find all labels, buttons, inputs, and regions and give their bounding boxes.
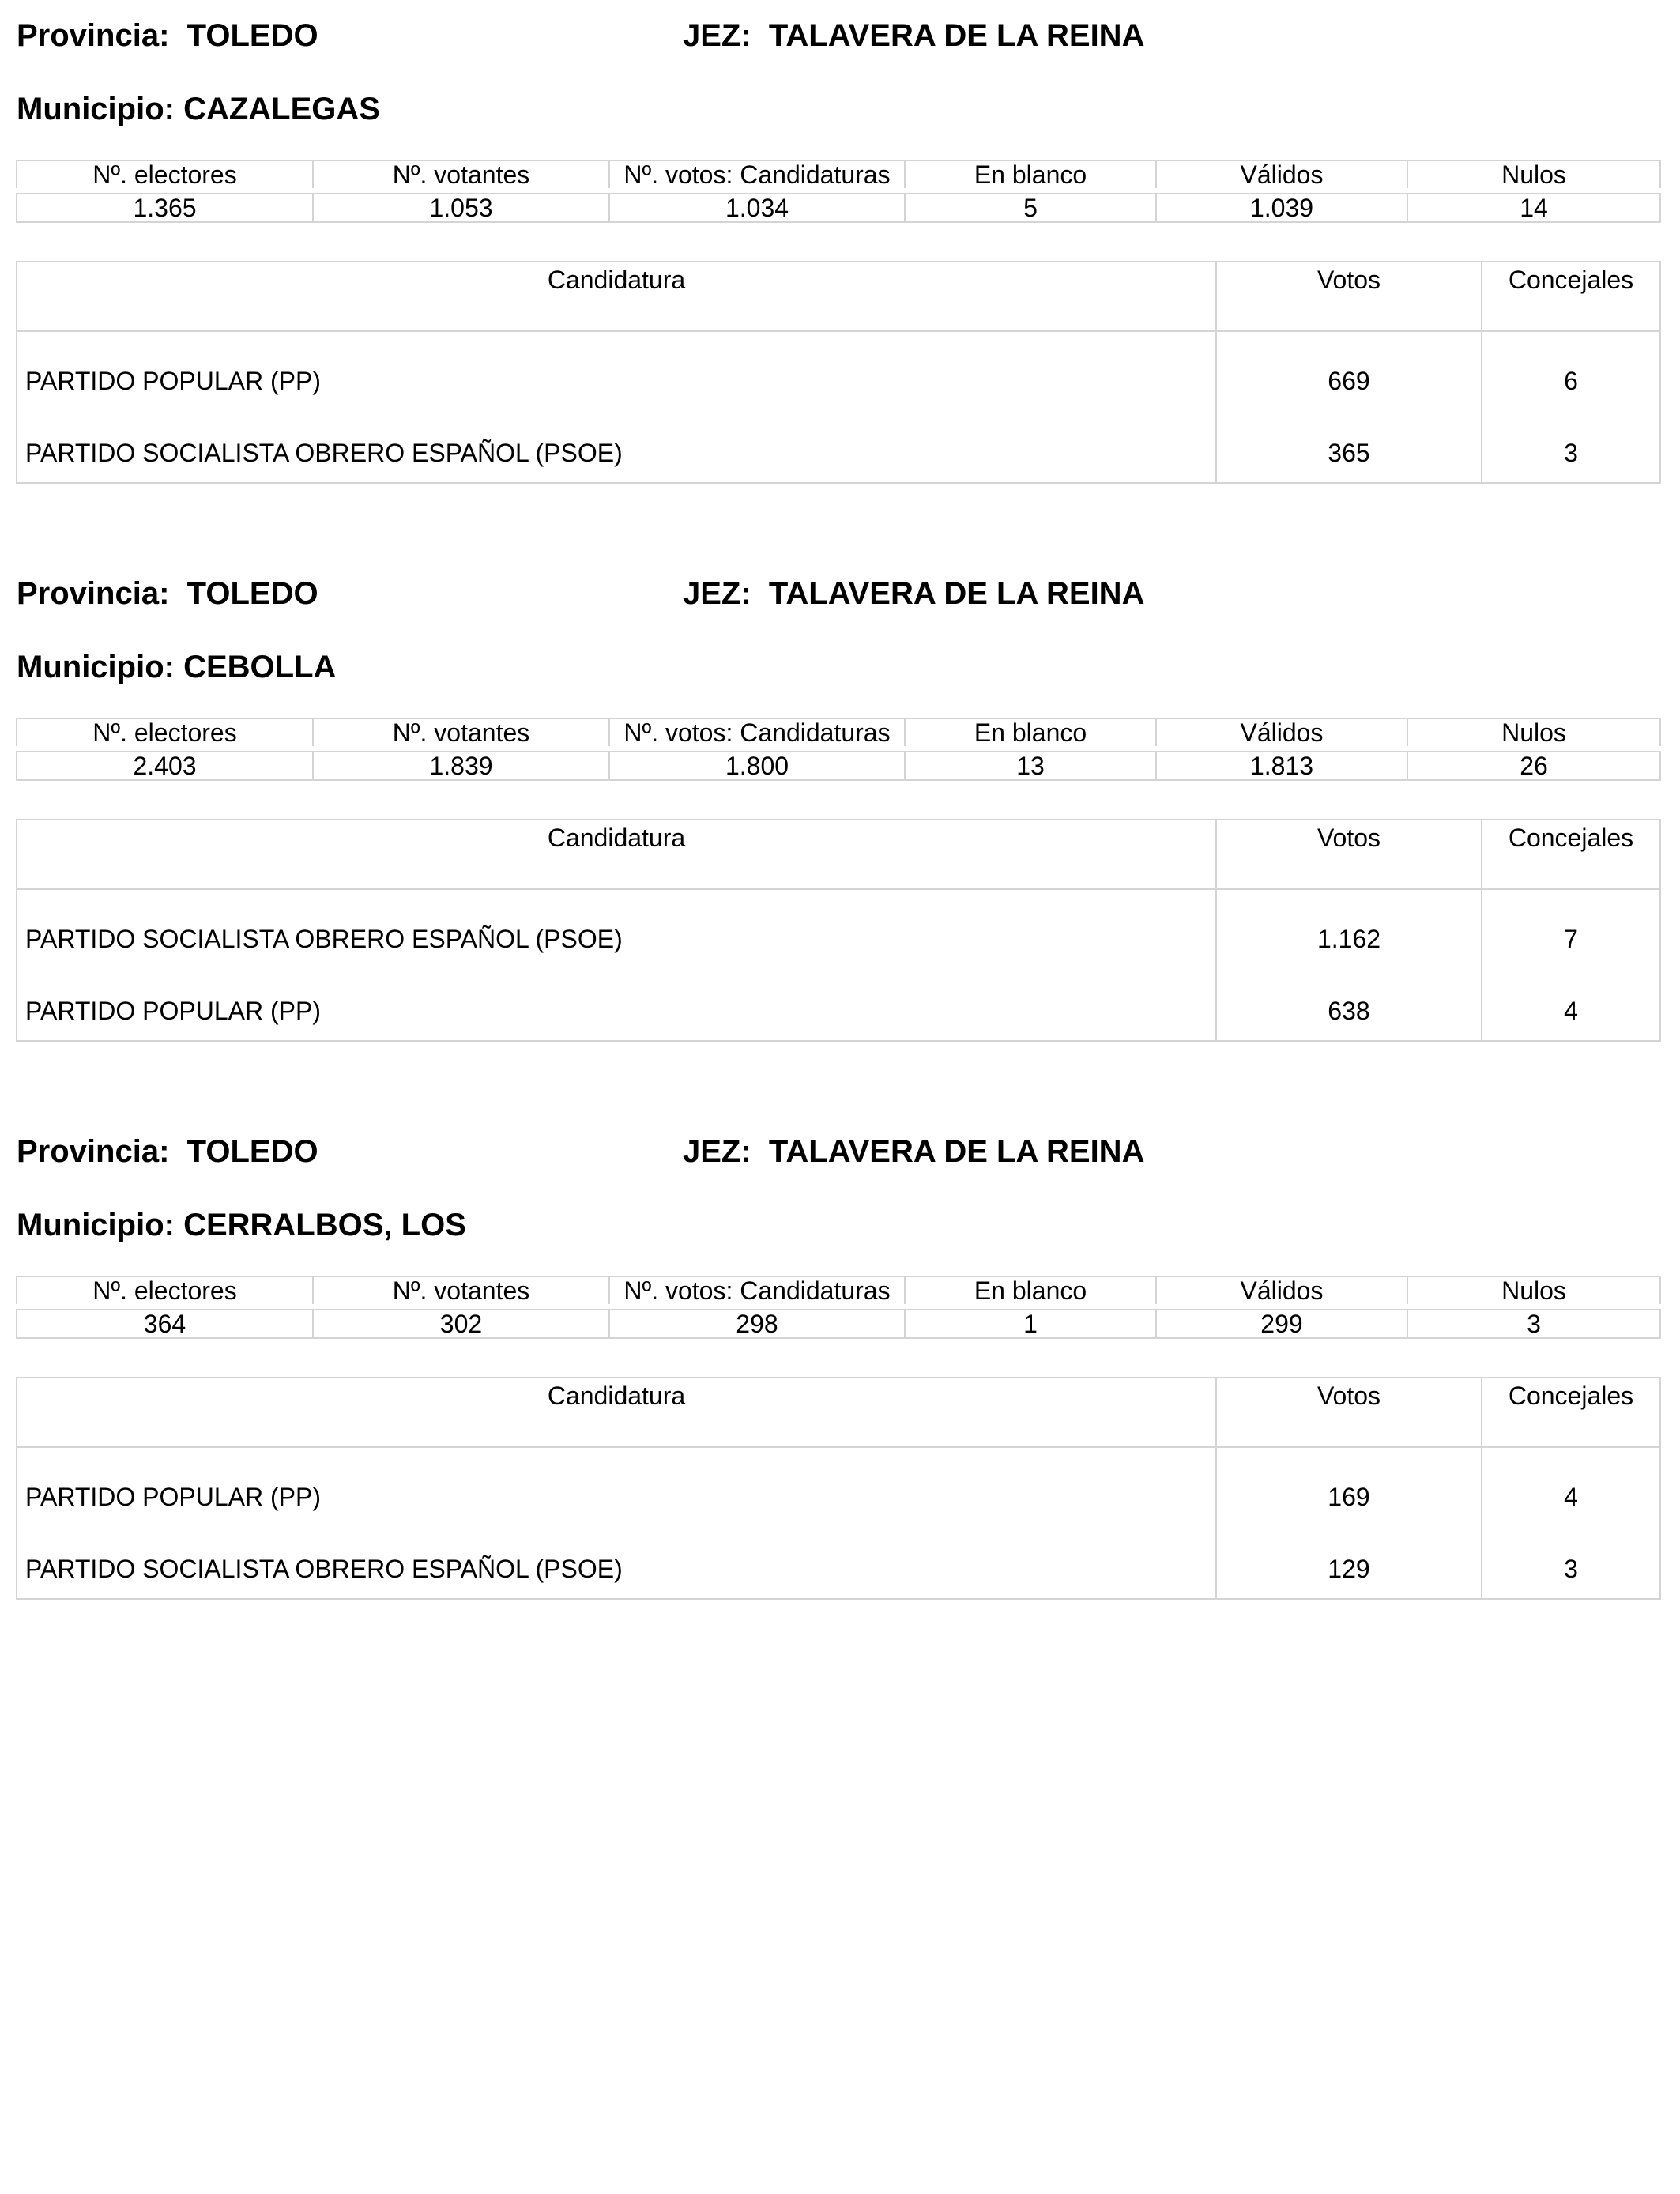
stats-header-votantes: Nº. votantes	[313, 1276, 609, 1304]
candidaturas-header-row	[17, 1378, 1660, 1447]
stats-header-row	[17, 718, 1660, 746]
stats-header-nulos: Nulos	[1407, 1276, 1660, 1304]
candidatura-concejales: 6	[1482, 331, 1660, 424]
stats-value-votantes: 302	[313, 1310, 609, 1338]
stats-value-validos: 1.813	[1156, 752, 1407, 780]
candidatura-votos: 365	[1216, 424, 1482, 483]
stats-header-votantes: Nº. votantes	[313, 160, 609, 188]
candidatura-votos: 1.162	[1216, 889, 1482, 982]
stats-header-electores: Nº. electores	[17, 1276, 313, 1304]
stats-value-validos: 1.039	[1156, 194, 1407, 222]
candidaturas-header-row	[17, 820, 1660, 889]
stats-value-electores: 364	[17, 1310, 313, 1338]
candidatura-votos: 129	[1216, 1540, 1482, 1599]
candidatura-votos: 638	[1216, 982, 1482, 1041]
header-concejales: Concejales	[1482, 262, 1660, 331]
stats-header-row	[17, 160, 1660, 188]
stats-value-en-blanco: 13	[905, 752, 1156, 780]
stats-header-en-blanco: En blanco	[905, 718, 1156, 746]
candidatura-concejales: 7	[1482, 889, 1660, 982]
stats-value-en-blanco: 5	[905, 194, 1156, 222]
stats-value-votos-candidaturas: 1.034	[609, 194, 905, 222]
jez-heading: JEZ: TALAVERA DE LA REINA	[683, 576, 1145, 611]
table-row	[17, 982, 1660, 1041]
candidatura-name: PARTIDO POPULAR (PP)	[17, 982, 1216, 1041]
stats-header-en-blanco: En blanco	[905, 160, 1156, 188]
candidatura-name: PARTIDO SOCIALISTA OBRERO ESPAÑOL (PSOE)	[17, 889, 1216, 982]
stats-value-validos: 299	[1156, 1310, 1407, 1338]
candidatura-name: PARTIDO POPULAR (PP)	[17, 331, 1216, 424]
stats-value-electores: 1.365	[17, 194, 313, 222]
stats-value-en-blanco: 1	[905, 1310, 1156, 1338]
stats-header-nulos: Nulos	[1407, 718, 1660, 746]
stats-header-votos-candidaturas: Nº. votos: Candidaturas	[609, 1276, 905, 1304]
municipio-heading: Municipio: CEBOLLA	[17, 650, 337, 684]
header-candidatura: Candidatura	[17, 262, 1216, 331]
stats-header-electores: Nº. electores	[17, 160, 313, 188]
municipality-section	[0, 558, 1680, 1064]
candidaturas-header-row	[17, 262, 1660, 331]
stats-value-votos-candidaturas: 1.800	[609, 752, 905, 780]
table-row	[17, 1540, 1660, 1599]
stats-value-nulos: 14	[1407, 194, 1660, 222]
municipio-heading: Municipio: CERRALBOS, LOS	[17, 1208, 466, 1242]
stats-value-row	[17, 194, 1660, 222]
candidatura-name: PARTIDO SOCIALISTA OBRERO ESPAÑOL (PSOE)	[17, 1540, 1216, 1599]
stats-value-votantes: 1.053	[313, 194, 609, 222]
stats-value-row	[17, 1310, 1660, 1338]
stats-table	[16, 718, 1661, 781]
stats-header-en-blanco: En blanco	[905, 1276, 1156, 1304]
header-votos: Votos	[1216, 262, 1482, 331]
stats-value-nulos: 26	[1407, 752, 1660, 780]
stats-header-validos: Válidos	[1156, 1276, 1407, 1304]
candidatura-concejales: 4	[1482, 1447, 1660, 1540]
header-votos: Votos	[1216, 820, 1482, 889]
candidatura-votos: 169	[1216, 1447, 1482, 1540]
stats-table	[16, 1276, 1661, 1339]
stats-header-row	[17, 1276, 1660, 1304]
stats-header-votos-candidaturas: Nº. votos: Candidaturas	[609, 718, 905, 746]
jez-heading: JEZ: TALAVERA DE LA REINA	[683, 1134, 1145, 1169]
candidatura-votos: 669	[1216, 331, 1482, 424]
table-row	[17, 1447, 1660, 1540]
header-candidatura: Candidatura	[17, 1378, 1216, 1447]
provincia-heading: Provincia: TOLEDO	[17, 576, 318, 611]
stats-header-electores: Nº. electores	[17, 718, 313, 746]
stats-value-row	[17, 752, 1660, 780]
table-row	[17, 889, 1660, 982]
provincia-heading: Provincia: TOLEDO	[17, 18, 318, 53]
stats-value-nulos: 3	[1407, 1310, 1660, 1338]
stats-value-electores: 2.403	[17, 752, 313, 780]
header-concejales: Concejales	[1482, 1378, 1660, 1447]
stats-header-nulos: Nulos	[1407, 160, 1660, 188]
candidatura-concejales: 4	[1482, 982, 1660, 1041]
header-votos: Votos	[1216, 1378, 1482, 1447]
municipality-section	[0, 0, 1680, 506]
table-row	[17, 424, 1660, 483]
municipality-section	[0, 1116, 1680, 1622]
candidaturas-table	[16, 1377, 1661, 1600]
candidatura-concejales: 3	[1482, 1540, 1660, 1599]
stats-table	[16, 160, 1661, 223]
candidatura-name: PARTIDO SOCIALISTA OBRERO ESPAÑOL (PSOE)	[17, 424, 1216, 483]
candidatura-name: PARTIDO POPULAR (PP)	[17, 1447, 1216, 1540]
stats-value-votos-candidaturas: 298	[609, 1310, 905, 1338]
stats-header-votos-candidaturas: Nº. votos: Candidaturas	[609, 160, 905, 188]
stats-header-validos: Válidos	[1156, 160, 1407, 188]
header-concejales: Concejales	[1482, 820, 1660, 889]
candidaturas-table	[16, 819, 1661, 1042]
stats-header-validos: Válidos	[1156, 718, 1407, 746]
jez-heading: JEZ: TALAVERA DE LA REINA	[683, 18, 1145, 53]
stats-header-votantes: Nº. votantes	[313, 718, 609, 746]
stats-value-votantes: 1.839	[313, 752, 609, 780]
provincia-heading: Provincia: TOLEDO	[17, 1134, 318, 1169]
header-candidatura: Candidatura	[17, 820, 1216, 889]
candidaturas-table	[16, 261, 1661, 484]
candidatura-concejales: 3	[1482, 424, 1660, 483]
municipio-heading: Municipio: CAZALEGAS	[17, 92, 380, 126]
table-row	[17, 331, 1660, 424]
